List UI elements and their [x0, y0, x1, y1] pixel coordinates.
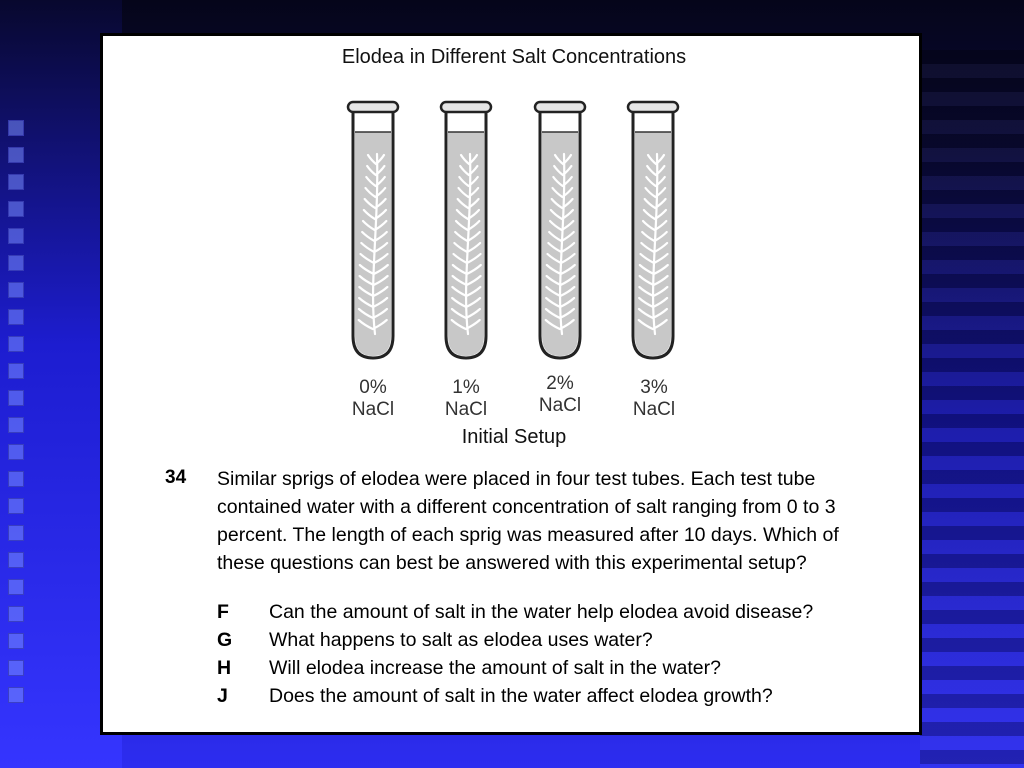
test-tube-1	[441, 102, 491, 358]
tube-solute-3: NaCl	[632, 399, 676, 420]
option-text-j: Does the amount of salt in the water affect elodea growth?	[269, 685, 773, 707]
tube-rim-2	[535, 102, 585, 112]
answer-option-h[interactable]	[217, 657, 721, 680]
option-text-f: Can the amount of salt in the water help elodea avoid disease?	[269, 601, 814, 623]
tube-label-2	[525, 373, 595, 417]
tube-solute-0: NaCl	[351, 399, 395, 420]
tube-percent-1: 1%	[452, 377, 480, 398]
tube-rim-0	[348, 102, 398, 112]
right-decorative-bands	[920, 50, 1024, 768]
tube-rim-1	[441, 102, 491, 112]
tube-percent-2: 2%	[546, 373, 574, 394]
test-tubes-drawing	[338, 94, 688, 369]
question-card	[100, 33, 922, 735]
option-text-g: What happens to salt as elodea uses water?	[269, 629, 653, 651]
figure-caption: Initial Setup	[461, 426, 567, 448]
question-stem: Similar sprigs of elodea were placed in four test tubes. Each test tube contained water with a different concentration of salt ranging from 0 to 3 percent. The length of each sprig was measured after 10 days. Which of these questions can best be answered with this experimental setup?	[217, 468, 839, 574]
answer-option-f[interactable]	[217, 601, 813, 624]
option-letter-j: J	[217, 685, 228, 707]
answer-option-j[interactable]	[217, 685, 773, 708]
figure-title: Elodea in Different Salt Concentrations	[341, 46, 687, 68]
test-tube-2	[535, 102, 585, 358]
test-tube-3	[628, 102, 678, 358]
tube-percent-0: 0%	[359, 377, 387, 398]
test-tube-0	[348, 102, 398, 358]
option-letter-g: G	[217, 629, 233, 651]
tube-solute-1: NaCl	[444, 399, 488, 420]
option-letter-f: F	[217, 601, 229, 623]
option-letter-h: H	[217, 657, 232, 679]
tube-solute-2: NaCl	[538, 395, 582, 416]
tube-label-3	[619, 377, 689, 421]
test-tube-figure	[338, 94, 688, 420]
decorative-squares	[8, 120, 26, 714]
tube-label-0	[338, 377, 408, 421]
tube-label-1	[431, 377, 501, 421]
question-number: 34	[165, 467, 187, 488]
tube-rim-3	[628, 102, 678, 112]
option-text-h: Will elodea increase the amount of salt in the water?	[269, 657, 721, 679]
tube-percent-3: 3%	[640, 377, 668, 398]
answer-option-g[interactable]	[217, 629, 653, 652]
